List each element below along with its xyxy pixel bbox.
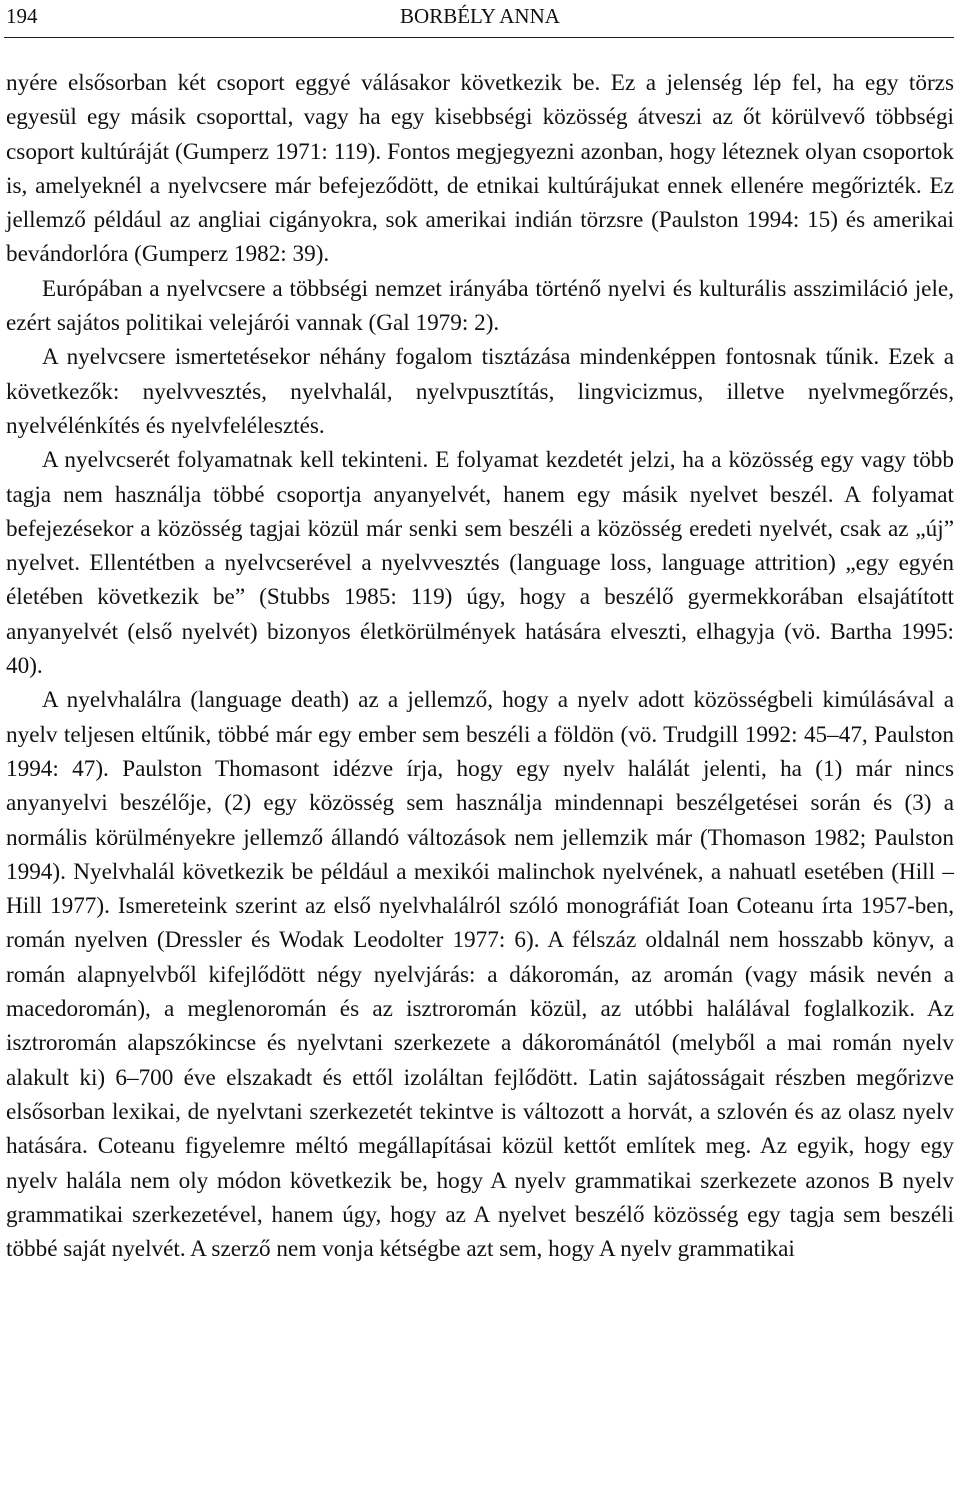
header-rule xyxy=(4,37,954,38)
paragraph-2: Európában a nyelvcsere a többségi nemzet irányába történő nyelvi és kulturális asszimiláció jele, ezért sajátos politikai velejárói vannak (Gal 1979: 2). xyxy=(6,275,954,337)
running-title: BORBÉLY ANNA xyxy=(400,4,560,28)
paragraph-5: A nyelvhalálra (language death) az a jellemző, hogy a nyelv adott közösségbeli kimúlásával a nyelv teljesen eltűnik, többé már egy ember sem beszéli a földön (vö. Trudgill 1992: 45–47, Paulston 1994: 47). Paulston Thomasont idézve írja, hogy egy nyelv halálát jelenti, ha (1) már nincs anyanyelvi beszélője, (2) egy közösség sem használja mindennapi beszélgetései során és (3) a normális körülményekre jellemző állandó változások nem jellemzik már (Thomason 1982; Paulston 1994). Nyelvhalál következik be például a mexikói malinchok nyelvének, a nahuatl esetében (Hill – Hill 1977). Ismereteink szerint az első nyelvhalálról szóló monográfiát Ioan Coteanu írta 1957-ben, román nyelven (Dressler és Wodak Leodolter 1977: 6). A félszáz oldalnál nem hosszabb könyv, a román alapnyelvből kifejlődött négy nyelvjárás: a dákoromán, az aromán (vagy másik nevén a macedoromán), a meglenoromán és az isztroromán közül, az utóbbi halálával foglalkozik. Az isztroromán alapszókincse és nyelvtani szerkezete a dákorománától (melyből a mai román nyelv alakult ki) 6–700 éve elszakadt és ettől izoláltan fejlődött. Latin sajátosságait részben megőrizve elsősorban lexikai, de nyelvtani szerkezetét tekintve is változott a horvát, a szlovén és az olasz nyelv hatására. Coteanu figyelemre méltó megállapításai közül kettőt említek meg. Az egyik, hogy egy nyelv halála nem oly módon következik be, hogy A nyelv grammatikai szerkezete azonos B nyelv grammatikai szerkezetével, hanem úgy, hogy az A nyelvet beszélő közösség egy tagja sem beszéli többé saját nyelvét. A szerző nem vonja kétségbe azt sem, hogy A nyelv grammatikai xyxy=(6,687,954,1263)
running-header xyxy=(6,2,954,32)
paragraph-1: nyére elsősorban két csoport eggyé válásakor következik be. Ez a jelenség lép fel, ha egy törzs egyesül egy másik csoporttal, vagy ha egy kisebbségi közösség átveszi az őt körülvevő többségi csoport kultúráját (Gumperz 1971: 119). Fontos megjegyezni azonban, hogy léteznek olyan csoportok is, amelyeknél a nyelvcsere már befejeződött, de etnikai kultúrájukat ennek ellenére megőrizték. Ez jellemző például az angliai cigányokra, sok amerikai indián törzsre (Paulston 1994: 15) és amerikai bevándorlóra (Gumperz 1982: 39). xyxy=(6,70,954,268)
paragraph-4: A nyelvcserét folyamatnak kell tekinteni. E folyamat kezdetét jelzi, ha a közösség egy vagy több tagja nem használja többé csoportja anyanyelvét, hanem egy másik nyelvet beszél. A folyamat befejezésekor a közösség tagjai közül már senki sem beszéli a közösség eredeti nyelvét, csak az „új” nyelvet. Ellentétben a nyelvcserével a nyelvvesztés (language loss, language attrition) „egy egyén életében következik be” (Stubbs 1985: 119) úgy, hogy a beszélő gyermekkorában elsajátított anyanyelvét (első nyelvét) bizonyos életkörülmények hatására elveszti, elhagyja (vö. Bartha 1995: 40). xyxy=(6,447,954,680)
body-text xyxy=(6,66,954,1266)
paragraph-3: A nyelvcsere ismertetésekor néhány fogalom tisztázása mindenképpen fontosnak tűnik. Ezek a következők: nyelvvesztés, nyelvhalál, nyelvpusztítás, lingvicizmus, illetve nyelvmegőrzés, nyelvélénkítés és nyelvfelélesztés. xyxy=(6,344,954,439)
page-number: 194 xyxy=(6,4,38,28)
